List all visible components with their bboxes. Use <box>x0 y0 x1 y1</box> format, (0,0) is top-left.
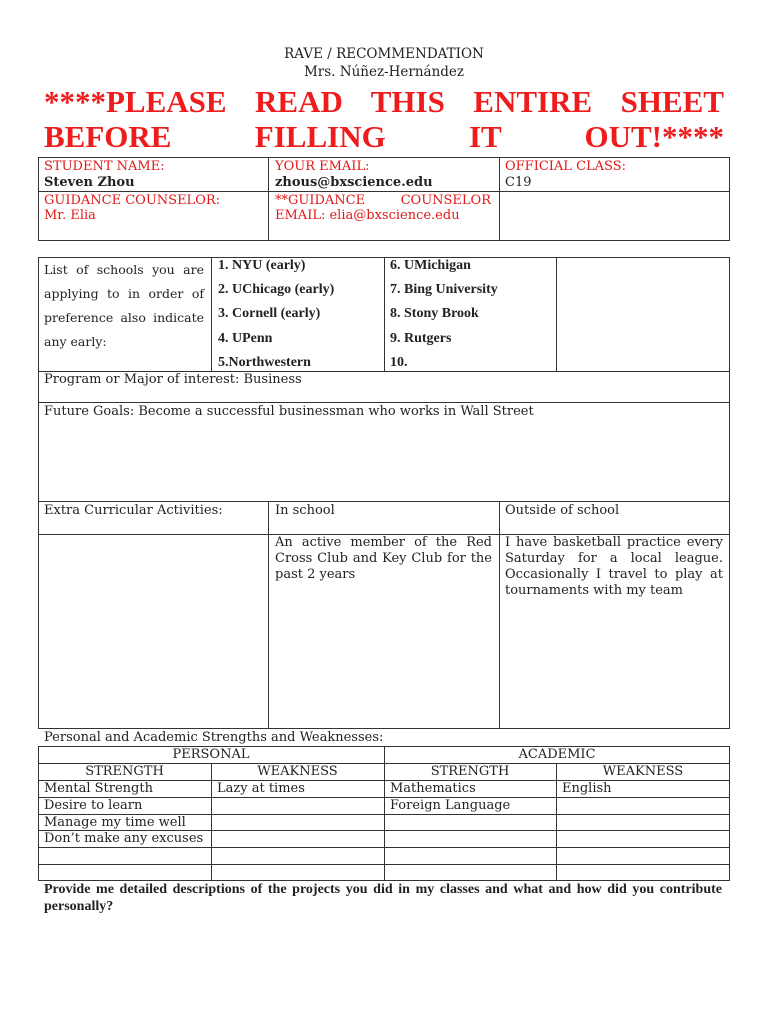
email-label: YOUR EMAIL: <box>275 159 370 174</box>
personal-strength-1[interactable]: Mental Strength <box>44 781 153 796</box>
personal-header: PERSONAL <box>172 747 250 762</box>
school-10[interactable]: 10. <box>390 355 408 370</box>
program-of-interest[interactable]: Program or Major of interest: Business <box>44 372 302 387</box>
school-5[interactable]: 5.Northwestern <box>218 355 311 370</box>
school-4[interactable]: 4. UPenn <box>218 331 273 346</box>
school-9[interactable]: 9. Rutgers <box>390 331 452 346</box>
personal-strength-3[interactable]: Manage my time well <box>44 815 186 830</box>
academic-strength-1[interactable]: Mathematics <box>390 781 476 796</box>
school-6[interactable]: 6. UMichigan <box>390 258 471 273</box>
form-title: RAVE / RECOMMENDATION <box>284 46 484 62</box>
school-1[interactable]: 1. NYU (early) <box>218 258 306 273</box>
counselor-label: GUIDANCE COUNSELOR: <box>44 193 221 208</box>
academic-strength-header: STRENGTH <box>430 764 510 779</box>
projects-prompt: Provide me detailed descriptions of the projects you did in my classes and what and how did you contribute personally? <box>44 882 722 914</box>
school-2[interactable]: 2. UChicago (early) <box>218 282 335 297</box>
email-value[interactable]: zhous@bxscience.edu <box>275 175 433 190</box>
schools-prompt: List of schools you are applying to in order of preference also indicate any early: <box>44 262 204 349</box>
academic-weakness-1[interactable]: English <box>562 781 612 796</box>
counselor-email-label: **GUIDANCE COUNSELOR <box>275 193 491 208</box>
personal-strength-header: STRENGTH <box>85 764 164 779</box>
official-class-label: OFFICIAL CLASS: <box>505 159 626 174</box>
in-school-activities[interactable]: An active member of the Red Cross Club and Key Club for the past 2 years <box>275 535 492 582</box>
school-3[interactable]: 3. Cornell (early) <box>218 306 321 321</box>
outside-school-activities[interactable]: I have basketball practice every Saturday for a local league. Occasionally I travel to play at tournaments with my team <box>505 535 723 598</box>
school-8[interactable]: 8. Stony Brook <box>390 306 479 321</box>
academic-weakness-header: WEAKNESS <box>602 764 684 779</box>
in-school-label: In school <box>275 503 335 518</box>
counselor-value[interactable]: Mr. Elia <box>44 208 96 223</box>
academic-header: ACADEMIC <box>518 747 596 762</box>
academic-strength-2[interactable]: Foreign Language <box>390 798 511 813</box>
future-goals[interactable]: Future Goals: Become a successful businessman who works in Wall Street <box>44 404 534 419</box>
personal-strength-2[interactable]: Desire to learn <box>44 798 143 813</box>
counselor-email-row <box>275 208 460 224</box>
warning-banner: ****PLEASE READ THIS ENTIRE SHEET BEFORE FILLING IT OUT!**** <box>44 84 724 154</box>
personal-weakness-1[interactable]: Lazy at times <box>217 781 305 796</box>
teacher-name: Mrs. Núñez-Hernández <box>303 64 465 80</box>
student-name-value[interactable]: Steven Zhou <box>44 175 135 190</box>
official-class-value[interactable]: C19 <box>505 175 532 190</box>
counselor-email-prefix: EMAIL: <box>275 208 326 223</box>
personal-weakness-header: WEAKNESS <box>257 764 338 779</box>
strengths-title: Personal and Academic Strengths and Weaknesses: <box>44 730 384 745</box>
school-7[interactable]: 7. Bing University <box>390 282 498 297</box>
student-name-label: STUDENT NAME: <box>44 159 165 174</box>
counselor-email-value[interactable]: elia@bxscience.edu <box>329 208 460 223</box>
outside-school-label: Outside of school <box>505 503 620 518</box>
personal-strength-4[interactable]: Don’t make any excuses <box>44 831 204 846</box>
extracurricular-label: Extra Curricular Activities: <box>44 503 223 518</box>
